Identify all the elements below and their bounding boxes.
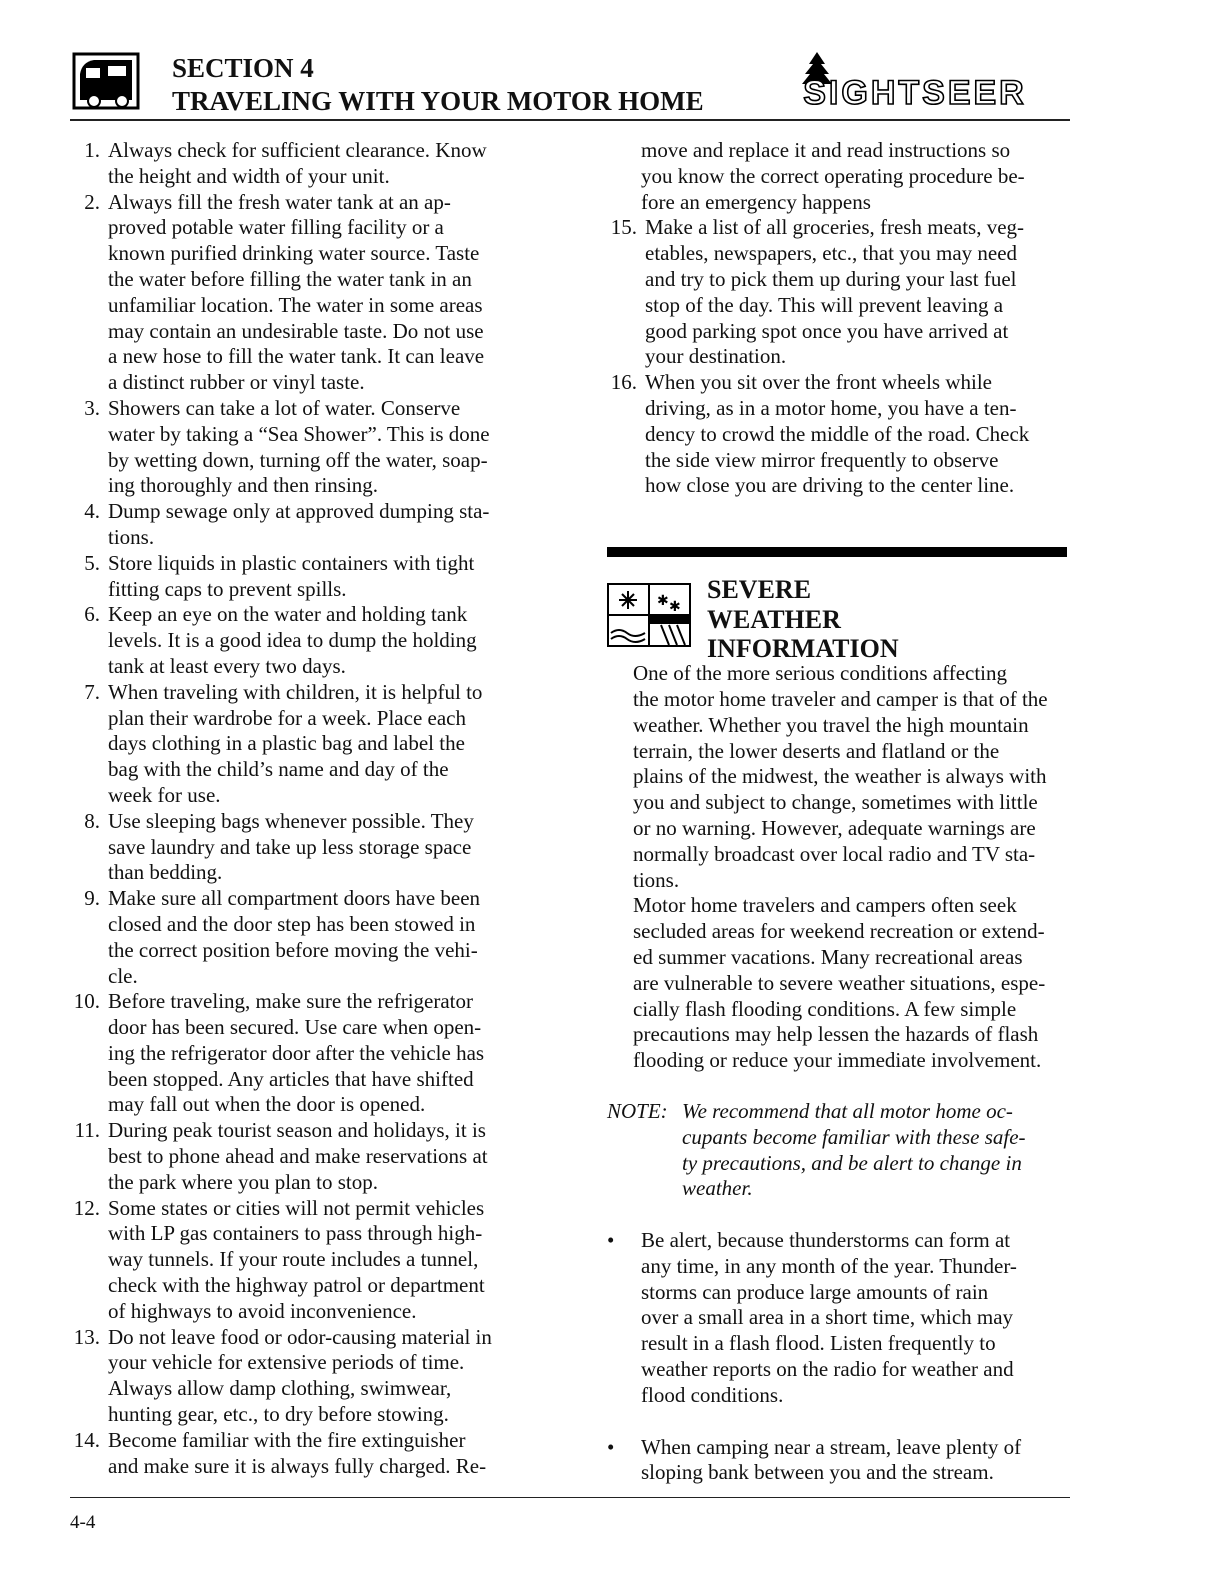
right-column	[607, 138, 1069, 1512]
text-line: week for use.	[108, 782, 221, 807]
text-line: your vehicle for extensive periods of time.	[108, 1350, 465, 1375]
text-line: or no warning. However, adequate warnings are	[633, 815, 1036, 840]
text-line: fitting caps to prevent spills.	[108, 576, 347, 601]
text-line: and make sure it is always fully charged. Re-	[108, 1453, 487, 1478]
text-line: Be alert, because thunderstorms can form at	[641, 1228, 1011, 1253]
text-line: unfamiliar location. The water in some areas	[108, 292, 483, 317]
text-line: the height and width of your unit.	[108, 163, 390, 188]
text-line: bag with the child’s name and day of the	[108, 757, 449, 782]
text-line: tions.	[108, 524, 155, 549]
item-number: 16.	[610, 370, 637, 395]
text-line: how close you are driving to the center line.	[645, 473, 1015, 498]
item-number: 12.	[73, 1195, 100, 1220]
text-line: days clothing in a plastic bag and label the	[108, 731, 465, 756]
text-line: the correct position before moving the vehi-	[108, 937, 478, 962]
text-line: cially flash flooding conditions. A few simple	[633, 996, 1017, 1021]
text-line: sloping bank between you and the stream.	[641, 1460, 994, 1485]
text-line: precautions may help lessen the hazards of flash	[633, 1022, 1039, 1047]
section-title: TRAVELING WITH YOUR MOTOR HOME	[172, 86, 704, 116]
text-line: plan their wardrobe for a week. Place each	[108, 705, 466, 730]
text-line: good parking spot once you have arrived at	[645, 318, 1009, 343]
text-line: driving, as in a motor home, you have a ten-	[645, 395, 1017, 420]
text-line: plains of the midwest, the weather is always with	[633, 764, 1047, 789]
text-line: When camping near a stream, leave plenty of	[641, 1434, 1022, 1459]
text-line: weather. Whether you travel the high mountain	[633, 712, 1029, 737]
text-line: than bedding.	[108, 860, 223, 885]
logo-text: SIGHTSEER	[803, 74, 1027, 110]
text-line: been stopped. Any articles that have shifted	[108, 1066, 474, 1091]
item-14-continuation	[607, 138, 1069, 215]
text-line: fore an emergency happens	[641, 189, 871, 214]
page-number: 4-4	[70, 1512, 96, 1533]
text-line: weather reports on the radio for weather and	[641, 1357, 1014, 1382]
text-line: water by taking a “Sea Shower”. This is done	[108, 421, 490, 446]
bullet-icon: •	[607, 1228, 615, 1253]
tips-list-left	[70, 138, 540, 1479]
text-line: levels. It is a good idea to dump the holding	[108, 628, 477, 653]
item-number: 2.	[84, 189, 100, 214]
text-line: closed and the door step has been stowed in	[108, 911, 476, 936]
text-line: ty precautions, and be alert to change in	[682, 1150, 1022, 1175]
title-line: INFORMATION	[707, 634, 899, 664]
text-line: of highways to avoid inconvenience.	[108, 1298, 417, 1323]
weather-icon	[607, 583, 691, 647]
weather-paragraph-1	[607, 661, 1069, 893]
item-number: 8.	[84, 808, 100, 833]
text-line: your destination.	[645, 344, 787, 369]
list-item	[70, 1428, 540, 1480]
text-line: by wetting down, turning off the water, soap-	[108, 447, 488, 472]
list-item	[70, 551, 540, 603]
text-line: you and subject to change, sometimes with little	[633, 790, 1038, 815]
text-line: terrain, the lower deserts and flatland or the	[633, 738, 1000, 763]
text-line: Always fill the fresh water tank at an ap-	[108, 189, 451, 214]
list-item	[70, 602, 540, 679]
text-line: Always check for sufficient clearance. Know	[108, 138, 487, 162]
item-number: 9.	[84, 886, 100, 911]
item-number: 6.	[84, 602, 100, 627]
text-line: any time, in any month of the year. Thunder-	[641, 1253, 1017, 1278]
list-item	[70, 138, 540, 190]
footer-rule	[70, 1497, 1070, 1498]
list-item	[70, 499, 540, 551]
list-item	[70, 1196, 540, 1325]
text-line: tank at least every two days.	[108, 653, 346, 678]
text-line: flooding or reduce your immediate involvement.	[633, 1048, 1042, 1073]
text-line: save laundry and take up less storage space	[108, 834, 472, 859]
motor-home-icon	[72, 52, 140, 110]
text-line: Keep an eye on the water and holding tank	[108, 602, 468, 627]
sightseer-logo	[762, 50, 1068, 110]
list-item	[607, 215, 1069, 370]
text-line: When traveling with children, it is helpful to	[108, 679, 483, 704]
text-line: Make sure all compartment doors have been	[108, 886, 481, 911]
text-line: best to phone ahead and make reservations at	[108, 1144, 488, 1169]
item-number: 13.	[73, 1324, 100, 1349]
section-heading	[172, 52, 704, 118]
text-line: with LP gas containers to pass through high-	[108, 1221, 483, 1246]
list-item	[607, 370, 1069, 499]
text-line: Store liquids in plastic containers with tight	[108, 550, 475, 575]
item-number: 7.	[84, 679, 100, 704]
item-number: 14.	[73, 1427, 100, 1452]
list-item	[70, 190, 540, 396]
text-line: the motor home traveler and camper is that of the	[633, 686, 1048, 711]
text-line: We recommend that all motor home oc-	[682, 1098, 1013, 1123]
text-line: Before traveling, make sure the refrigerator	[108, 989, 473, 1014]
page-header	[70, 50, 1070, 122]
text-line: ing thoroughly and then rinsing.	[108, 473, 379, 498]
text-line: proved potable water filling facility or a	[108, 215, 444, 240]
text-line: Motor home travelers and campers often seek	[633, 893, 1017, 918]
text-line: check with the highway patrol or department	[108, 1273, 485, 1298]
text-line: flood conditions.	[641, 1382, 784, 1407]
text-line: the park where you plan to stop.	[108, 1169, 379, 1194]
text-line: cupants become familiar with these safe-	[682, 1124, 1026, 1149]
header-rule	[70, 119, 1070, 121]
text-line: Make a list of all groceries, fresh meats, veg-	[645, 215, 1025, 240]
list-item	[70, 1118, 540, 1195]
text-line: may contain an undesirable taste. Do not use	[108, 318, 484, 343]
text-line: stop of the day. This will prevent leaving a	[645, 292, 1004, 317]
text-line: are vulnerable to severe weather situations, espe-	[633, 970, 1046, 995]
list-item	[70, 886, 540, 989]
text-line: way tunnels. If your route includes a tunnel,	[108, 1247, 479, 1272]
weather-paragraph-2	[607, 893, 1069, 1074]
note-block	[607, 1099, 1069, 1202]
text-line: you know the correct operating procedure be-	[641, 163, 1025, 188]
note-text	[682, 1099, 1069, 1202]
list-item	[70, 989, 540, 1118]
item-number: 11.	[74, 1118, 100, 1143]
list-item	[70, 680, 540, 809]
text-line: Use sleeping bags whenever possible. They	[108, 808, 474, 833]
text-line: Do not leave food or odor-causing material in	[108, 1324, 492, 1349]
item-number: 3.	[84, 395, 100, 420]
text-line: the side view mirror frequently to observe	[645, 447, 999, 472]
text-line: Become familiar with the fire extinguisher	[108, 1427, 466, 1452]
text-line: ing the refrigerator door after the vehicle has	[108, 1040, 485, 1065]
text-line: etables, newspapers, etc., that you may need	[645, 241, 1018, 266]
text-line: and try to pick them up during your last fuel	[645, 266, 1017, 291]
weather-bullet-list	[607, 1228, 1069, 1486]
tips-list-right	[607, 215, 1069, 499]
item-number: 4.	[84, 499, 100, 524]
severe-weather-header	[607, 575, 1069, 664]
item-number: 1.	[84, 138, 100, 162]
svg-text:✱: ✱	[669, 599, 681, 616]
text-line: weather.	[682, 1176, 753, 1201]
text-line: a new hose to fill the water tank. It can leave	[108, 344, 485, 369]
text-line: may fall out when the door is opened.	[108, 1092, 426, 1117]
text-line: When you sit over the front wheels while	[645, 370, 992, 395]
text-line: a distinct rubber or vinyl taste.	[108, 370, 365, 395]
text-line: tions.	[633, 867, 680, 892]
text-line: Dump sewage only at approved dumping sta-	[108, 499, 490, 524]
text-line: ed summer vacations. Many recreational areas	[633, 944, 1023, 969]
section-divider-bar	[607, 547, 1067, 557]
item-number: 15.	[610, 215, 637, 240]
text-line: dency to crowd the middle of the road. Check	[645, 421, 1030, 446]
svg-text:✱: ✱	[657, 593, 669, 610]
text-line: storms can produce large amounts of rain	[641, 1279, 989, 1304]
text-line: over a small area in a short time, which may	[641, 1305, 1014, 1330]
text-line: normally broadcast over local radio and TV sta-	[633, 841, 1036, 866]
text-line: hunting gear, etc., to dry before stowing.	[108, 1402, 449, 1427]
section-label: SECTION 4	[172, 53, 314, 83]
text-line: cle.	[108, 963, 138, 988]
bullet-icon: •	[607, 1434, 615, 1459]
text-line: One of the more serious conditions affecting	[633, 661, 1008, 686]
title-line: WEATHER	[707, 604, 841, 634]
text-line: Showers can take a lot of water. Conserve	[108, 395, 461, 420]
text-line: Always allow damp clothing, swimwear,	[108, 1376, 452, 1401]
bullet-item	[607, 1228, 1069, 1409]
text-line: move and replace it and read instructions so	[641, 138, 1011, 162]
list-item	[70, 1325, 540, 1428]
title-line: SEVERE	[707, 575, 812, 605]
note-label: NOTE:	[607, 1098, 668, 1123]
text-line: known purified drinking water source. Taste	[108, 241, 480, 266]
text-line: the water before filling the water tank in an	[108, 266, 472, 291]
left-column	[70, 138, 540, 1479]
list-item	[70, 396, 540, 499]
text-line: During peak tourist season and holidays, it is	[108, 1118, 486, 1143]
item-number: 10.	[73, 989, 100, 1014]
text-line: door has been secured. Use care when open-	[108, 1015, 482, 1040]
text-line: Some states or cities will not permit vehicles	[108, 1195, 485, 1220]
item-number: 5.	[84, 550, 100, 575]
list-item	[70, 809, 540, 886]
bullet-item	[607, 1435, 1069, 1487]
text-line: secluded areas for weekend recreation or extend-	[633, 919, 1045, 944]
text-line: result in a flash flood. Listen frequently to	[641, 1331, 996, 1356]
severe-weather-title	[707, 575, 899, 664]
